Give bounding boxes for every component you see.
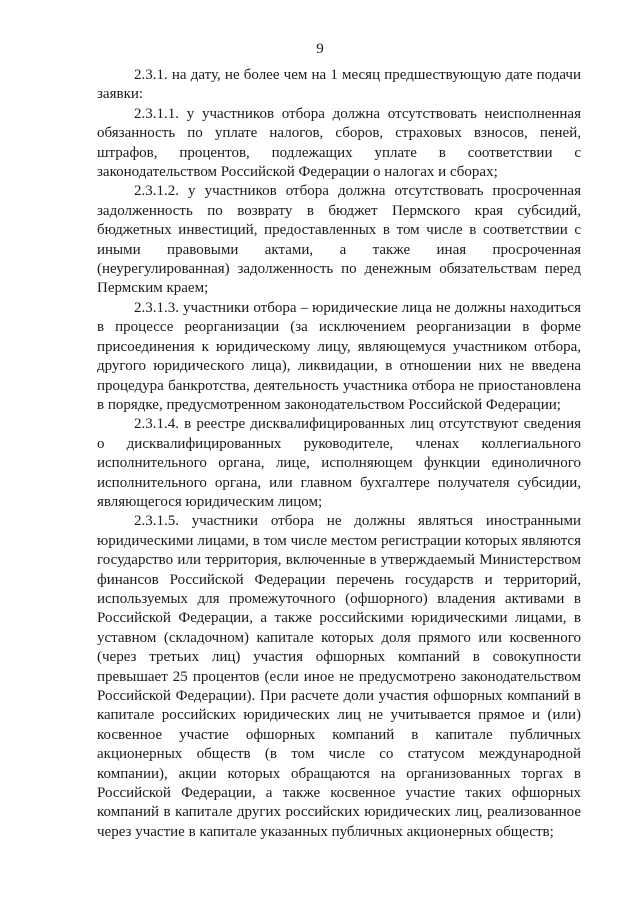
- paragraph-2-3-1: 2.3.1. на дату, не более чем на 1 месяц предшествующую дате подачи заявки:: [97, 67, 581, 103]
- paragraph-2-3-1-5: 2.3.1.5. участники отбора не должны являться иностранными юридическими лицами, в том числе местом регистрации которых являются государство или территория, включенные в утверждаемый Министерством финансов Российской Федерации перечень государств и территорий, используемых для промежуточного (офшорного) владения активами в Российской Федерации, а также российскими юридическими лицами, в уставном (складочном) капитале которых доля прямого или косвенного (через третьих лиц) участия офшорных компаний в совокупности превышает 25 процентов (если иное не предусмотрено законодательством Российской Федерации). При расчете доли участия офшорных компаний в капитале российских юридических лиц не учитывается прямое и (или) косвенное участие офшорных компаний в капитале публичных акционерных обществ (в том числе со статусом международной компании), акции которых обращаются на организованных торгах в Российской Федерации, а также косвенное участие таких офшорных компаний в капитале других российских юридических лиц, реализованное через участие в капитале указанных публичных акционерных обществ;: [97, 513, 581, 840]
- paragraph-2-3-1-4: 2.3.1.4. в реестре дисквалифицированных лиц отсутствуют сведения о дисквалифицированных руководителе, членах коллегиального исполнительного органа, лице, исполняющем функции единоличного исполнительного органа, или главном бухгалтере получателя субсидии, являющегося юридическим лицом;: [97, 416, 581, 510]
- paragraph-2-3-1-3: 2.3.1.3. участники отбора – юридические лица не должны находиться в процессе реорганизации (за исключением реорганизации в форме присоединения к юридическому лицу, являющемуся участником отбора, другого юридического лица), ликвидации, в отношении них не введена процедура банкротства, деятельность участника отбора не приостановлена в порядке, предусмотренном законодательством Российской Федерации;: [97, 299, 581, 413]
- paragraph-2-3-1-2: 2.3.1.2. у участников отбора должна отсутствовать просроченная задолженность по возврату в бюджет Пермского края субсидий, бюджетных инвестиций, предоставленных в том числе в соответствии с иными правовыми актами, а также иная просроченная (неурегулированная) задолженность по денежным обязательствам перед Пермским краем;: [97, 183, 581, 297]
- paragraph-2-3-1-1: 2.3.1.1. у участников отбора должна отсутствовать неисполненная обязанность по уплате налогов, сборов, страховых взносов, пеней, штрафов, процентов, подлежащих уплате в соответствии с законодательством Российской Федерации о налогах и сборах;: [97, 105, 581, 181]
- page-number: 9: [316, 41, 324, 57]
- document-body: [97, 66, 581, 842]
